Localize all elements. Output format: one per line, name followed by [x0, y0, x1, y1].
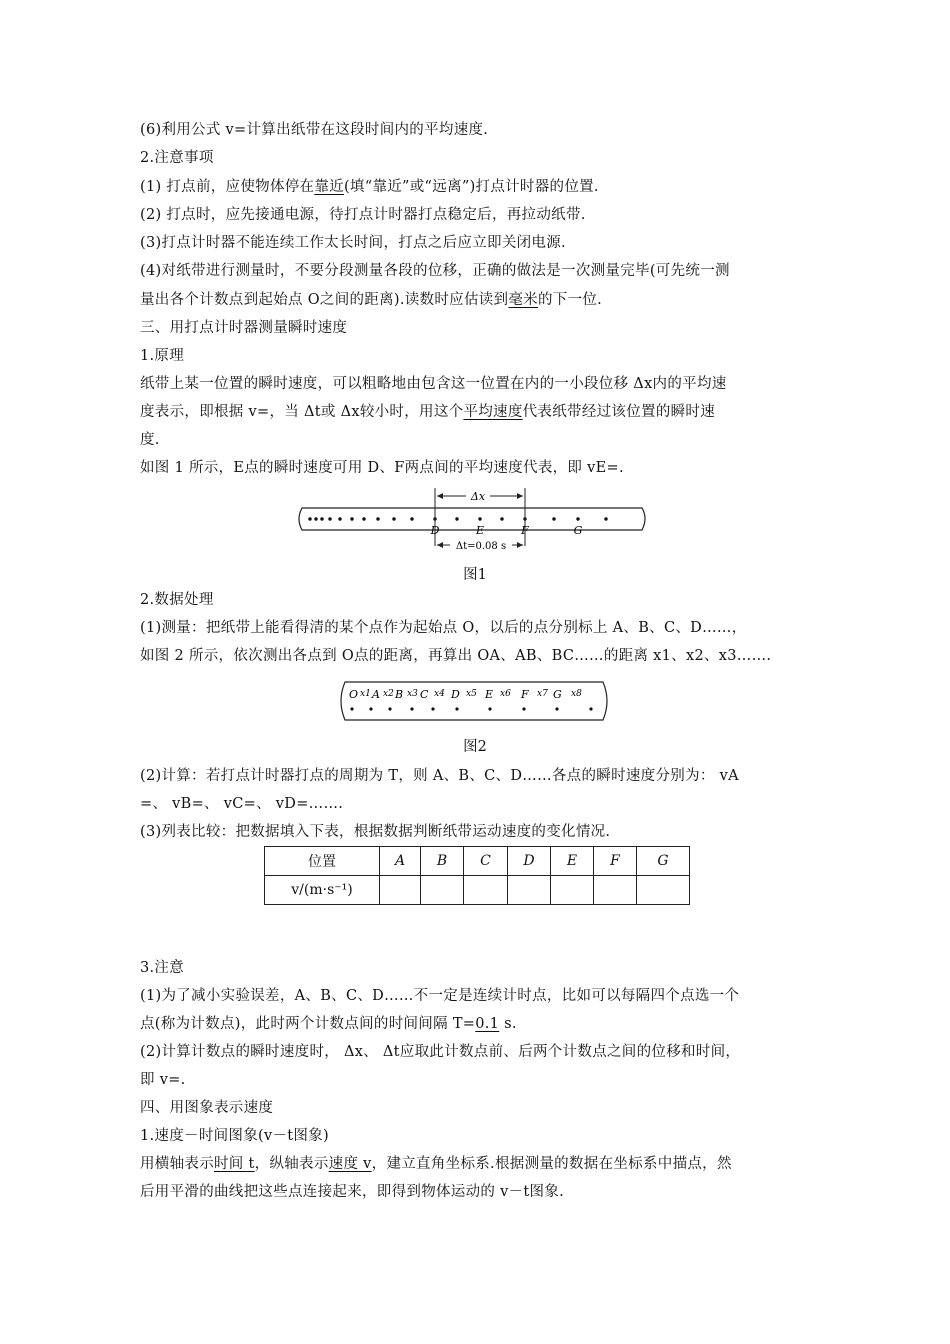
text-segment: 点(称为计数点)，此时两个计数点间的时间间隔 T=	[140, 1016, 476, 1032]
segment-label: x7	[537, 689, 548, 699]
text-line: 后用平滑的曲线把这些点连接起来，即得到物体运动的 v－t图象.	[140, 1184, 565, 1200]
section-heading: 1.速度－时间图象(v－t图象)	[140, 1128, 329, 1144]
text-line: (6)利用公式 v=计算出纸带在这段时间内的平均速度.	[140, 122, 489, 138]
text-segment: (填“靠近”或“远离”)打点计时器的位置.	[343, 179, 599, 195]
answer-blank: 毫米	[508, 292, 538, 308]
velocity-table	[264, 846, 690, 905]
point-label: O	[349, 688, 359, 701]
text-line	[140, 1014, 820, 1034]
table-row-label: v/(m·s⁻¹)	[265, 876, 380, 905]
point-label: C	[420, 688, 429, 701]
text-segment: 用横轴表示	[140, 1156, 214, 1172]
table-header-row	[265, 847, 690, 876]
segment-label: x1	[360, 689, 371, 699]
segment-label: x8	[571, 689, 582, 699]
table-cell	[380, 876, 421, 905]
table-cell	[594, 876, 637, 905]
segment-label: x2	[383, 689, 394, 699]
figure-caption: 图1	[463, 567, 487, 583]
text-line	[140, 402, 820, 422]
text-line: (4)对纸带进行测量时，不要分段测量各段的位移，正确的做法是一次测量完毕(可先统一测	[140, 263, 730, 279]
table-cell	[637, 876, 690, 905]
answer-blank: 靠近	[314, 179, 344, 195]
text-line: (1)为了减小实验误差，A、B、C、D……不一定是连续计时点，比如可以每隔四个点选一个	[140, 988, 740, 1004]
dx-label: Δx	[470, 490, 486, 503]
point-label: G	[573, 524, 583, 537]
text-line: (2)计算计数点的瞬时速度时， Δx、 Δt应取此计数点前、后两个计数点之间的位移和时间，	[140, 1044, 741, 1060]
text-segment: s.	[499, 1016, 517, 1032]
table-cell	[464, 876, 508, 905]
point-label: E	[485, 688, 494, 701]
section-heading: 3.注意	[140, 960, 185, 976]
text-line: =、 vB=、 vC=、 vD=…….	[140, 796, 344, 812]
point-label: B	[395, 688, 404, 701]
dt-label: Δt=0.08 s	[455, 541, 507, 552]
section-heading: 四、用图象表示速度	[140, 1100, 274, 1116]
table-cell	[508, 876, 551, 905]
segment-label: x3	[407, 689, 418, 699]
point-label: F	[521, 524, 529, 537]
text-line: (2) 打点时，应先接通电源，待打点计时器打点稳定后，再拉动纸带.	[140, 207, 586, 223]
answer-blank: 时间 t	[214, 1156, 255, 1172]
table-header-cell: B	[421, 847, 464, 876]
text-line: 纸带上某一位置的瞬时速度，可以粗略地由包含这一位置在内的一小段位移 Δx内的平均速	[140, 376, 727, 392]
text-line	[140, 177, 820, 197]
answer-blank: 速度 v	[328, 1156, 372, 1172]
figure-1-tape	[296, 486, 652, 556]
table-header-cell: D	[508, 847, 551, 876]
text-segment: 度表示，即根据 v=，当 Δt或 Δx较小时，用这个	[140, 404, 464, 420]
segment-label: x5	[466, 689, 477, 699]
text-line: (2)计算：若打点计时器打点的周期为 T，则 A、B、C、D……各点的瞬时速度分别为： vA	[140, 768, 739, 784]
table-header-cell: 位置	[265, 847, 380, 876]
point-label: A	[372, 688, 380, 701]
text-line: 即 v=.	[140, 1072, 186, 1088]
point-label: E	[475, 524, 485, 537]
text-line: (3)打点计时器不能连续工作太长时间，打点之后应立即关闭电源.	[140, 235, 566, 251]
text-segment: 量出各个计数点到起始点 O之间的距离).读数时应估读到	[140, 292, 509, 308]
text-line: 度.	[140, 432, 160, 448]
text-line	[140, 1154, 820, 1174]
text-line: (1)测量：把纸带上能看得清的某个点作为起始点 O，以后的点分别标上 A、B、C、D……，	[140, 620, 747, 636]
figure-caption: 图2	[463, 739, 487, 755]
text-line	[140, 290, 820, 310]
section-heading: 2.数据处理	[140, 592, 214, 608]
text-segment: 代表纸带经过该位置的瞬时速	[522, 404, 716, 420]
tape-dots	[350, 707, 592, 710]
table-cell	[551, 876, 594, 905]
table-header-cell: F	[594, 847, 637, 876]
point-label: D	[451, 688, 460, 701]
segment-label: x6	[500, 689, 511, 699]
answer-blank: 平均速度	[463, 404, 523, 420]
text-line: (3)列表比较：把数据填入下表，根据数据判断纸带运动速度的变化情况.	[140, 824, 611, 840]
point-label: F	[521, 688, 529, 701]
text-segment: ，纵轴表示	[254, 1156, 329, 1172]
text-line: 如图 1 所示，E点的瞬时速度可用 D、F两点间的平均速度代表，即 vE=.	[140, 460, 624, 476]
table-header-cell: A	[380, 847, 421, 876]
table-header-cell: C	[464, 847, 508, 876]
tape-dots	[308, 517, 607, 520]
table-header-cell: G	[637, 847, 690, 876]
point-label: G	[553, 688, 562, 701]
text-segment: 的下一位.	[537, 292, 603, 308]
table-header-cell: E	[551, 847, 594, 876]
segment-label: x4	[434, 689, 445, 699]
text-segment: (1) 打点前，应使物体停在	[140, 179, 315, 195]
section-heading: 1.原理	[140, 348, 185, 364]
section-heading: 2.注意事项	[140, 150, 214, 166]
section-heading: 三、用打点计时器测量瞬时速度	[140, 320, 348, 336]
table-cell	[421, 876, 464, 905]
text-line: 如图 2 所示，依次测出各点到 O点的距离，再算出 OA、AB、BC……的距离 x1、x2、x3…….	[140, 648, 772, 664]
point-label: D	[430, 524, 440, 537]
text-segment: ，建立直角坐标系.根据测量的数据在坐标系中描点，然	[371, 1156, 732, 1172]
table-row	[265, 876, 690, 905]
answer-blank: 0.1	[475, 1016, 500, 1032]
tape-outline	[341, 682, 607, 720]
figure-2-tape	[339, 678, 611, 724]
